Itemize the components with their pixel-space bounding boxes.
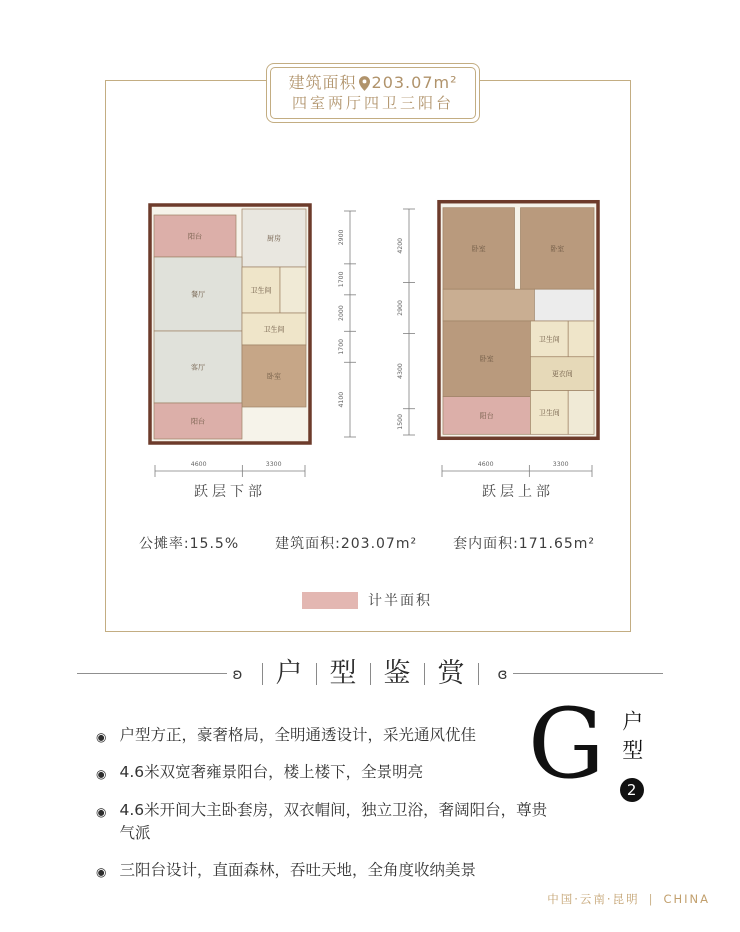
footer-divider: | (648, 892, 655, 906)
room-label: 阳台 (191, 417, 205, 426)
title-divider (262, 663, 263, 685)
title-rule-left (77, 673, 227, 674)
bullet-icon: ◉ (96, 865, 107, 879)
unit-type-side (617, 710, 647, 802)
area-badge-inner (270, 67, 476, 119)
feature-item (96, 724, 548, 747)
dimension-row-lower (151, 455, 309, 479)
unit-type-letter: G (528, 688, 605, 800)
area-stat: 建筑面积:203.07m² (275, 536, 418, 552)
title-ornament-right: ɞ (497, 664, 508, 683)
feature-text: 户型方正，豪奢格局，全明通透设计，采光通风优佳 (119, 726, 476, 744)
feature-item (96, 859, 548, 882)
bullet-icon: ◉ (96, 730, 107, 744)
unit-type-label: 户型 (619, 710, 644, 768)
dimension-label: 1700 (338, 338, 345, 355)
dimension-label: 4300 (397, 363, 404, 379)
dimension-label: 3300 (265, 461, 282, 468)
dimension-column-lower (333, 207, 359, 441)
layout-summary: 四室两厅四卫三阳台 (291, 93, 454, 112)
floorplan-upper-level (437, 199, 600, 441)
room-label: 卧室 (550, 244, 565, 253)
room-label: 卧室 (479, 355, 494, 364)
area-stat: 公摊率:15.5% (138, 536, 240, 552)
legend-label: 计半面积 (368, 593, 432, 609)
room-label: 客厅 (191, 363, 205, 372)
footer (547, 891, 710, 907)
dimension-label: 4200 (397, 237, 404, 254)
room (280, 267, 306, 313)
area-stat: 套内面积:171.65m² (453, 536, 596, 552)
room-label: 卧室 (471, 244, 486, 253)
room-label: 阳台 (188, 232, 202, 241)
title-char: 户 (275, 658, 303, 689)
title-divider (370, 663, 371, 685)
footer-country: CHINA (663, 892, 710, 906)
location-pin-icon (359, 76, 370, 91)
room-label: 卫生间 (538, 335, 560, 344)
title-rule-right (513, 673, 663, 674)
area-label: 建筑面积 (288, 72, 357, 92)
area-stats-row (105, 533, 629, 553)
unit-type-number-badge: 2 (620, 778, 644, 802)
room-label: 餐厅 (191, 290, 205, 299)
room-label: 卧室 (267, 372, 281, 381)
dimension-label: 2000 (338, 305, 345, 321)
title-ornament-left: ʚ (232, 664, 243, 683)
title-divider (478, 663, 479, 685)
dimension-column-upper (392, 205, 418, 439)
title-divider (316, 663, 317, 685)
area-badge (266, 63, 480, 123)
room-label: 卫生间 (538, 408, 560, 417)
room (534, 289, 594, 321)
section-title (0, 660, 740, 687)
bullet-icon: ◉ (96, 804, 107, 819)
room (443, 289, 534, 321)
room-label: 更衣间 (551, 370, 573, 379)
title-char: 型 (329, 658, 357, 689)
room (568, 391, 594, 435)
unit-type-mark (528, 688, 647, 802)
dimension-label: 4600 (190, 461, 207, 468)
legend-color-swatch (302, 592, 358, 609)
dimension-label: 4600 (477, 461, 494, 468)
footer-location: 中国·云南·昆明 (547, 892, 640, 906)
floorplan-lower-level (148, 203, 312, 445)
area-line (289, 73, 458, 94)
dimension-label: 3300 (552, 461, 569, 468)
upper-level-caption: 跃层上部 (482, 484, 554, 500)
dimension-label: 2900 (338, 229, 345, 246)
room-label: 卫生间 (263, 325, 285, 334)
feature-text: 4.6米开间大主卧套房，双衣帽间，独立卫浴，奢阔阳台，尊贵气派 (119, 800, 548, 842)
feature-text: 三阳台设计，直面森林，吞吐天地，全角度收纳美景 (119, 861, 476, 879)
area-value: 203.07m² (371, 72, 458, 92)
feature-item (96, 799, 548, 846)
room-label: 卫生间 (250, 286, 272, 295)
feature-list (96, 724, 548, 896)
title-char: 赏 (437, 658, 465, 689)
dimension-label: 4100 (338, 391, 345, 408)
lower-level-caption: 跃层下部 (194, 484, 266, 500)
bullet-icon: ◉ (96, 767, 107, 782)
room-label: 厨房 (267, 234, 281, 243)
dimension-label: 1500 (397, 413, 404, 430)
title-divider (424, 663, 425, 685)
title-char: 鉴 (383, 658, 411, 689)
dimension-label: 1700 (338, 271, 345, 288)
dimension-row-upper (438, 455, 596, 479)
dimension-label: 2900 (397, 300, 404, 316)
feature-text: 4.6米双宽奢雍景阳台，楼上楼下，全景明亮 (119, 763, 424, 782)
feature-item (96, 761, 548, 784)
room-label: 阳台 (479, 411, 494, 420)
half-area-legend (105, 590, 629, 610)
room (568, 321, 594, 357)
